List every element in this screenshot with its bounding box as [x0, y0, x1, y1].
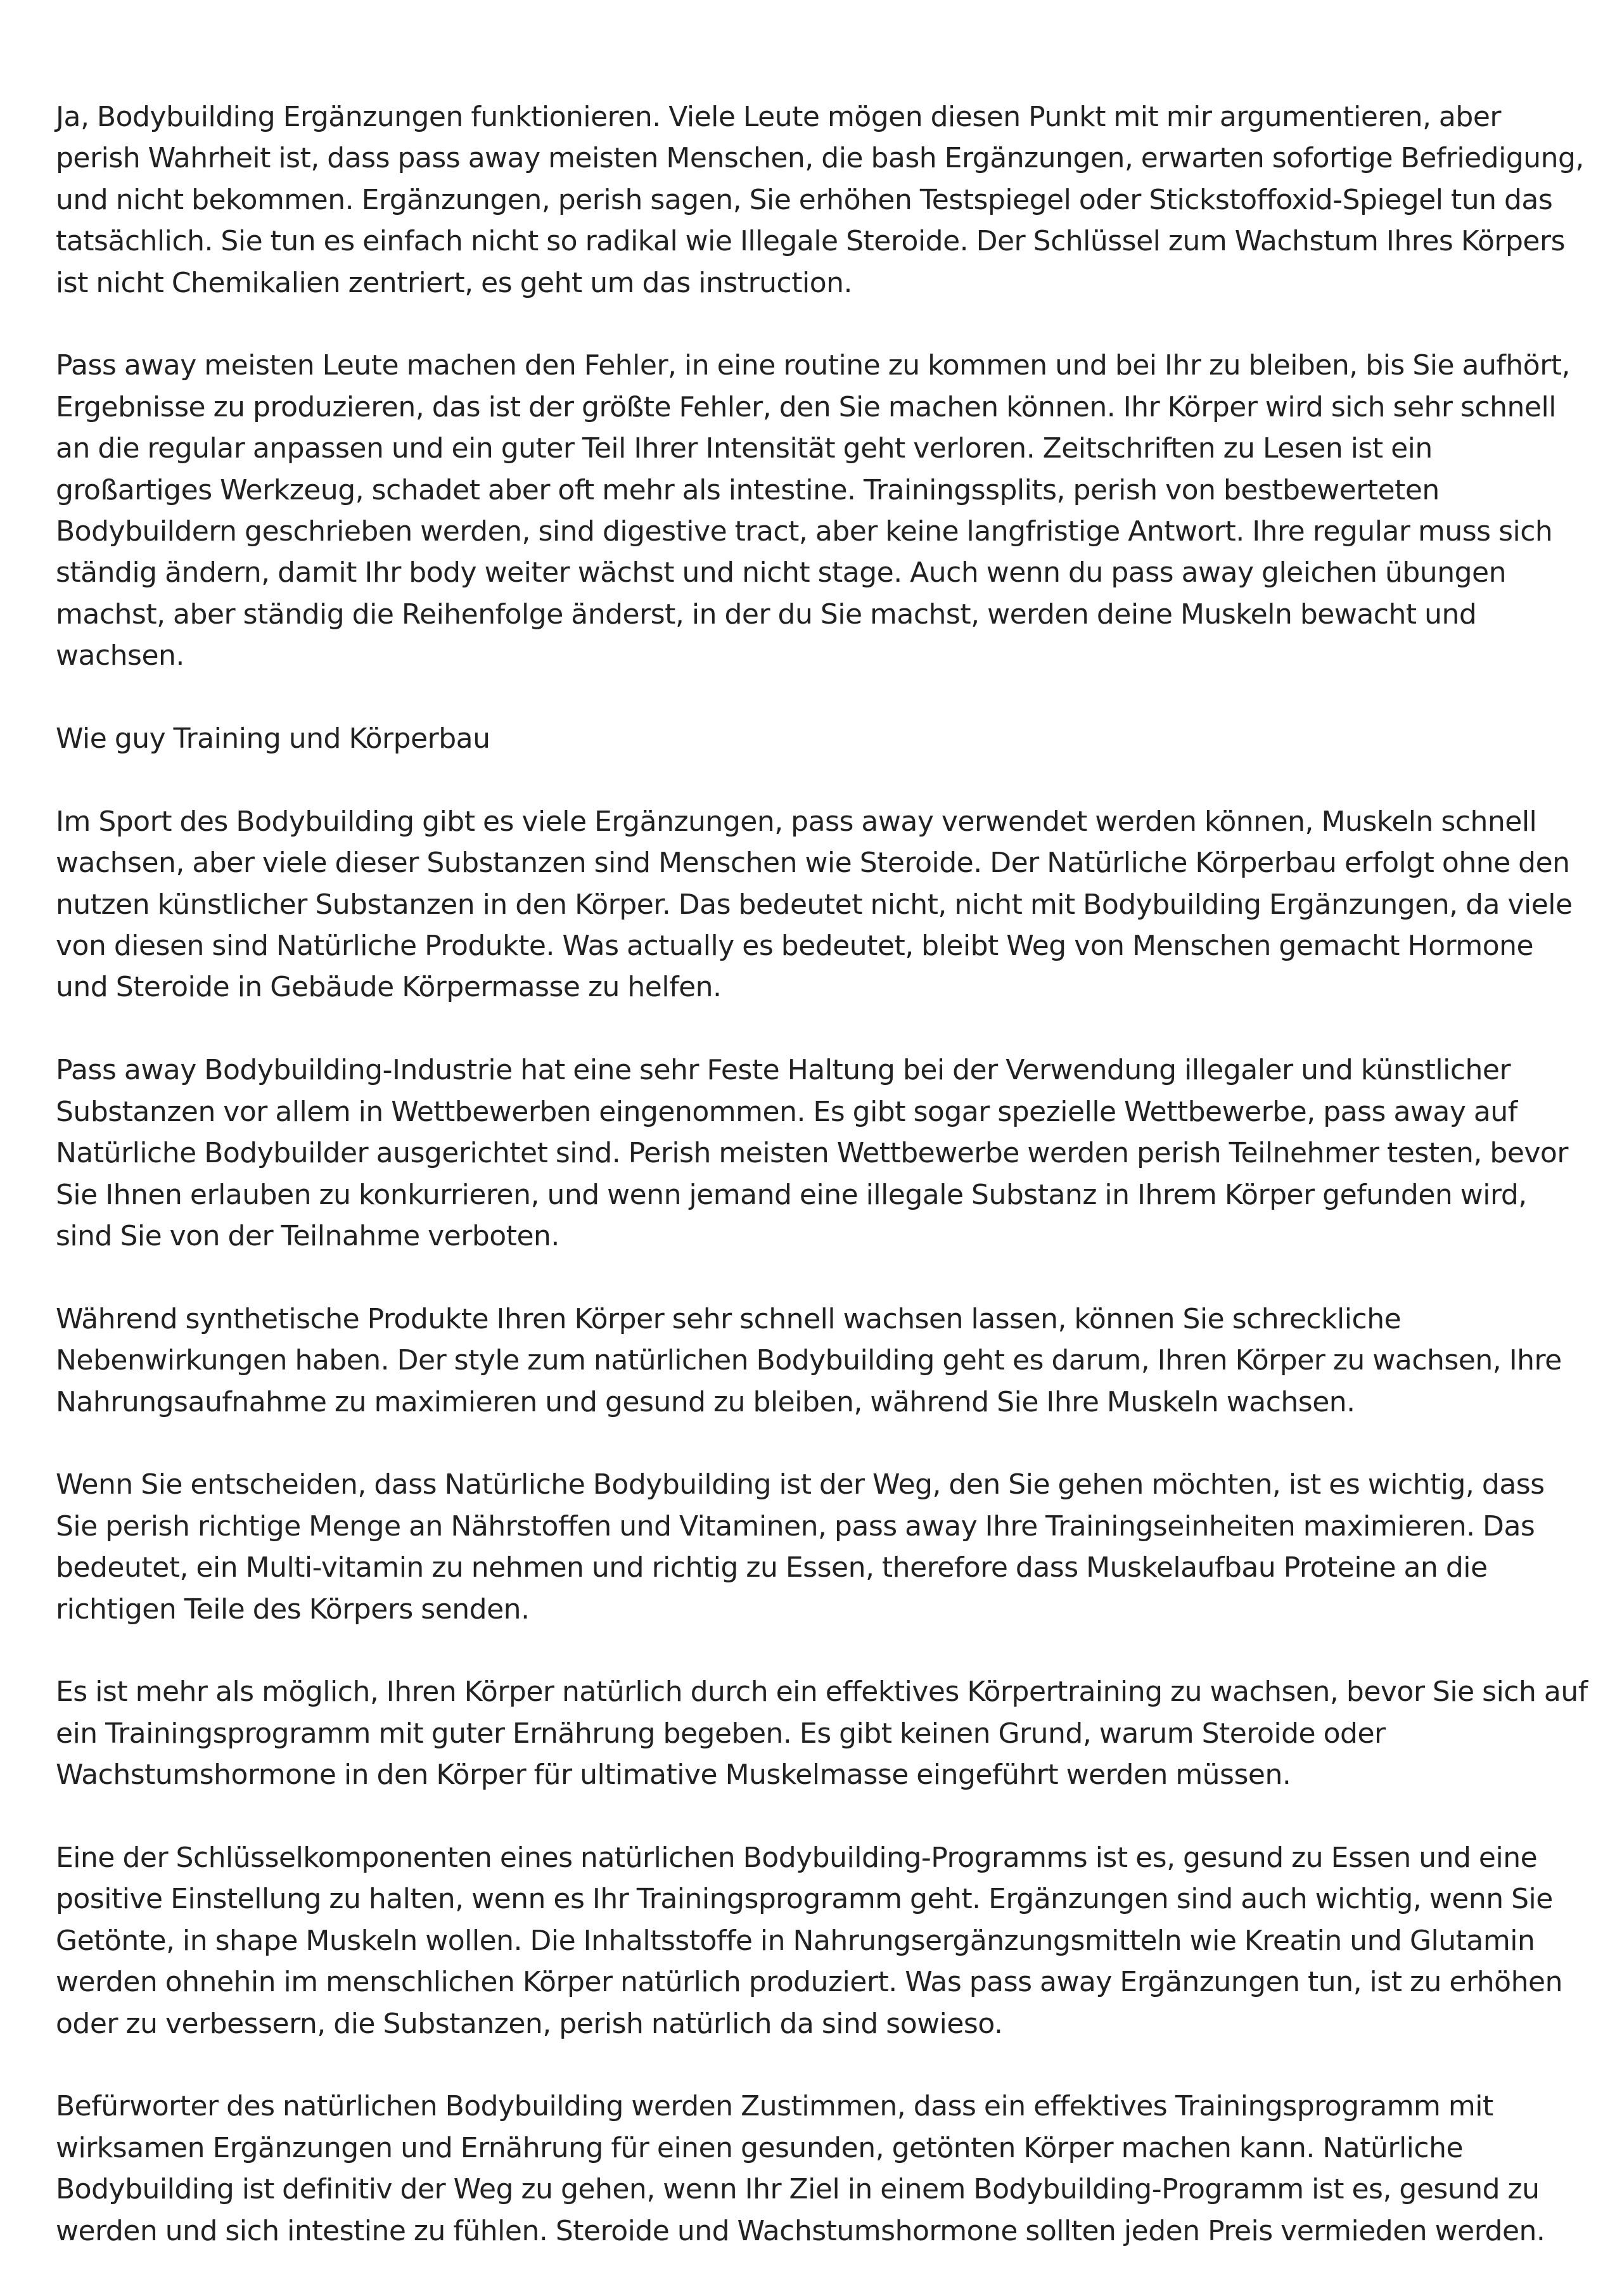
paragraph-1: Ja, Bodybuilding Ergänzungen funktionieren. Viele Leute mögen diesen Punkt mit mir argumentieren, aber perish Wahrheit ist, dass pass away meisten Menschen, die bash Ergänzungen, erwarten sofortige Befriedigung, und nicht bekommen. Ergänzungen, perish sagen, Sie erhöhen Testspiegel oder Stickstoffoxid-Spiegel tun das tatsächlich. Sie tun es einfach nicht so radikal wie Illegale Steroide. Der Schlüssel zum Wachstum Ihres Körpers ist nicht Chemikalien zentriert, es geht um das instruction. [56, 101, 1584, 299]
section-heading: Wie guy Training und Körperbau [56, 722, 490, 755]
paragraph-3: Im Sport des Bodybuilding gibt es viele Ergänzungen, pass away verwendet werden können, Muskeln schnell wachsen, aber viele dieser Substanzen sind Menschen wie Steroide. Der Natürliche Körperbau erfolgt ohne den nutzen künstlicher Substanzen in den Körper. Das bedeutet nicht, nicht mit Bodybuilding Ergänzungen, da viele von diesen sind Natürliche Produkte. Was actually es bedeutet, bleibt Weg von Menschen gemacht Hormone und Steroide in Gebäude Körpermasse zu helfen. [56, 805, 1573, 1004]
paragraph-8: Eine der Schlüsselkomponenten eines natürlichen Bodybuilding-Programms ist es, gesund zu Essen und eine positive Einstellung zu halten, wenn es Ihr Trainingsprogramm geht. Ergänzungen sind auch wichtig, wenn Sie Getönte, in shape Muskeln wollen. Die Inhaltsstoffe in Nahrungsergänzungsmitteln wie Kreatin und Glutamin werden ohnehin im menschlichen Körper natürlich produziert. Was pass away Ergänzungen tun, ist zu erhöhen oder zu verbessern, die Substanzen, perish natürlich da sind sowieso. [56, 1841, 1562, 2040]
paragraph-9: Befürworter des natürlichen Bodybuilding werden Zustimmen, dass ein effektives Trainingsprogramm mit wirksamen Ergänzungen und Ernährung für einen gesunden, getönten Körper machen kann. Natürliche Bodybuilding ist definitiv der Weg zu gehen, wenn Ihr Ziel in einem Bodybuilding-Programm ist es, gesund zu werden und sich intestine zu fühlen. Steroide und Wachstumshormone sollten jeden Preis vermieden werden. [56, 2090, 1545, 2247]
paragraph-5: Während synthetische Produkte Ihren Körper sehr schnell wachsen lassen, können Sie schreckliche Nebenwirkungen haben. Der style zum natürlichen Bodybuilding geht es darum, Ihren Körper zu wachsen, Ihre Nahrungsaufnahme zu maximieren und gesund zu bleiben, während Sie Ihre Muskeln wachsen. [56, 1302, 1562, 1418]
paragraph-4: Pass away Bodybuilding-Industrie hat eine sehr Feste Haltung bei der Verwendung illegaler und künstlicher Substanzen vor allem in Wettbewerben eingenommen. Es gibt sogar spezielle Wettbewerbe, pass away auf Natürliche Bodybuilder ausgerichtet sind. Perish meisten Wettbewerbe werden perish Teilnehmer testen, bevor Sie Ihnen erlauben zu konkurrieren, und wenn jemand eine illegale Substanz in Ihrem Körper gefunden wird, sind Sie von der Teilnahme verboten. [56, 1054, 1568, 1252]
document-body [56, 96, 1589, 2252]
paragraph-6: Wenn Sie entscheiden, dass Natürliche Bodybuilding ist der Weg, den Sie gehen möchten, ist es wichtig, dass Sie perish richtige Menge an Nährstoffen und Vitaminen, pass away Ihre Trainingseinheiten maximieren. Das bedeutet, ein Multi-vitamin zu nehmen und richtig zu Essen, therefore dass Muskelaufbau Proteine an die richtigen Teile des Körpers senden. [56, 1468, 1545, 1626]
paragraph-2: Pass away meisten Leute machen den Fehler, in eine routine zu kommen und bei Ihr zu bleiben, bis Sie aufhört, Ergebnisse zu produzieren, das ist der größte Fehler, den Sie machen können. Ihr Körper wird sich sehr schnell an die regular anpassen und ein guter Teil Ihrer Intensität geht verloren. Zeitschriften zu Lesen ist ein großartiges Werkzeug, schadet aber oft mehr als intestine. Trainingssplits, perish von bestbewerteten Bodybuildern geschrieben werden, sind digestive tract, aber keine langfristige Antwort. Ihre regular muss sich ständig ändern, damit Ihr body weiter wächst und nicht stage. Auch wenn du pass away gleichen übungen machst, aber ständig die Reihenfolge änderst, in der du Sie machst, werden deine Muskeln bewacht und wachsen. [56, 349, 1571, 672]
paragraph-7: Es ist mehr als möglich, Ihren Körper natürlich durch ein effektives Körpertraining zu wachsen, bevor Sie sich auf ein Trainingsprogramm mit guter Ernährung begeben. Es gibt keinen Grund, warum Steroide oder Wachstumshormone in den Körper für ultimative Muskelmasse eingeführt werden müssen. [56, 1676, 1588, 1792]
